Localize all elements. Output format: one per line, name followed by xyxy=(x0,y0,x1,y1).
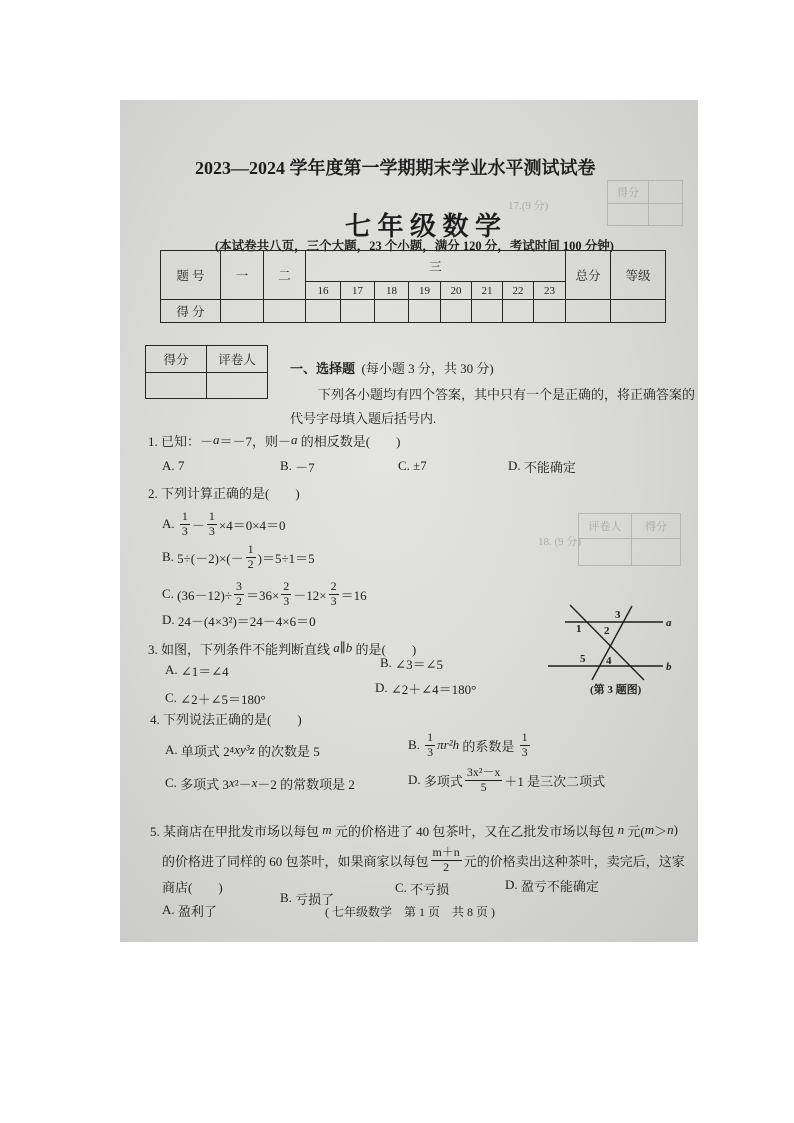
fraction xyxy=(180,510,190,537)
text-run: 5÷(－2)×(－ xyxy=(177,550,244,566)
section-3-header: 三 xyxy=(306,251,566,282)
option-label: D. xyxy=(508,458,524,473)
math-variable: b xyxy=(345,640,353,655)
option-content xyxy=(424,766,605,793)
text-run: 商店( ) xyxy=(162,879,223,895)
bleed-through-grader-label: 评卷人 xyxy=(579,514,632,539)
bleed-through-grader-box xyxy=(578,513,681,566)
math-variable: a xyxy=(213,432,220,447)
fraction xyxy=(520,731,530,758)
text-run: ＞ xyxy=(654,823,668,839)
section-1-header: 一 xyxy=(221,251,264,300)
text-run: 不能确定 xyxy=(523,459,576,475)
text-run: 1. 已知：－ xyxy=(148,433,214,449)
q5-option-d xyxy=(505,868,599,902)
bleed-through-q17: 17.(9 分) xyxy=(508,200,549,212)
text-run: 的系数是 xyxy=(459,738,518,754)
math-variable: m xyxy=(322,822,332,837)
question-number-cell: 20 xyxy=(441,282,472,300)
text-run: ∠2＋∠5＝180° xyxy=(180,691,266,707)
text-run: ∠1＝∠4 xyxy=(180,663,229,679)
text-run: 5. 某商店在甲批发市场以每包 xyxy=(150,823,323,839)
q4-stem xyxy=(150,701,302,735)
option-label: D. xyxy=(162,612,178,627)
text-run: 盈亏不能确定 xyxy=(520,878,599,894)
option-label: D. xyxy=(375,680,391,695)
option-content xyxy=(178,458,185,474)
option-content xyxy=(395,654,443,673)
transversal-line-2 xyxy=(592,606,632,680)
fraction-denominator: 3 xyxy=(521,744,528,759)
row-header-label: 题 号 xyxy=(161,251,221,300)
text-run: ∠3＝∠5 xyxy=(395,656,443,672)
score-cell xyxy=(409,300,441,323)
fraction-denominator: 3 xyxy=(427,744,434,759)
fraction-numerator: 1 xyxy=(521,730,528,745)
option-label: C. xyxy=(395,880,411,895)
option-label: D. xyxy=(408,772,424,787)
question-number-cell: 17 xyxy=(341,282,375,300)
fraction xyxy=(246,543,256,570)
q4-option-c xyxy=(165,766,355,800)
math-variable: xy³z xyxy=(234,742,255,757)
text-run: 的次数是 5 xyxy=(254,743,320,759)
text-run: 7 xyxy=(177,458,185,473)
option-content xyxy=(181,741,320,760)
q3-figure-caption: (第 3 题图) xyxy=(590,684,642,696)
text-run: 的是( ) xyxy=(352,641,417,657)
text-run: 元( xyxy=(624,823,645,839)
score-cell xyxy=(221,300,264,323)
text-run: ∥ xyxy=(339,640,346,655)
q1-option-d xyxy=(508,449,576,483)
section-1-points: (每小题 3 分，共 30 分) xyxy=(355,360,494,376)
score-cell xyxy=(441,300,472,323)
option-content xyxy=(180,774,355,793)
score-cell xyxy=(264,300,306,323)
option-content xyxy=(178,901,217,920)
text-run: －12× xyxy=(293,587,327,603)
option-label: C. xyxy=(165,690,181,705)
fraction-denominator: 2 xyxy=(443,859,450,874)
score-cell xyxy=(503,300,534,323)
q5-option-a xyxy=(162,893,217,927)
question-number-cell: 22 xyxy=(503,282,534,300)
score-cell xyxy=(472,300,503,323)
fraction-numerator: 1 xyxy=(181,509,188,524)
math-variable: n xyxy=(667,822,674,837)
fraction-numerator: 1 xyxy=(427,730,434,745)
text-run: 多项式 xyxy=(423,773,463,789)
text-run: 元的价格卖出这种茶叶，卖完后，这家 xyxy=(463,853,685,869)
text-run: 元的价格进了 40 包茶叶，又在乙批发市场以每包 xyxy=(331,823,618,839)
fraction xyxy=(465,766,502,793)
q1-stem xyxy=(148,423,400,457)
q4-option-b xyxy=(408,728,532,762)
score-cell xyxy=(341,300,375,323)
page-footer: ( 七年级数学 第 1 页 共 8 页 ) xyxy=(325,905,495,919)
score-table xyxy=(160,250,666,323)
option-label: B. xyxy=(380,655,396,670)
q4-option-a xyxy=(165,733,320,767)
option-content xyxy=(413,458,427,474)
option-content xyxy=(410,879,449,898)
option-label: B. xyxy=(280,458,296,473)
text-run: ²－ xyxy=(234,776,252,792)
bleed-through-q18: 18. (9 分) xyxy=(538,536,582,548)
fraction-numerator: 2 xyxy=(330,579,337,594)
text-run: 单项式 2⁴ xyxy=(180,743,235,759)
option-content xyxy=(178,510,286,537)
option-content xyxy=(178,611,316,630)
option-content xyxy=(181,661,229,680)
line-a-label: a xyxy=(666,617,672,629)
question-number-cell: 23 xyxy=(534,282,566,300)
bleed-through-score-label: 得分 xyxy=(608,181,649,204)
text-run: 不亏损 xyxy=(410,881,450,897)
fraction-denominator: 3 xyxy=(283,593,290,608)
option-label: B. xyxy=(280,890,296,905)
fraction xyxy=(329,580,339,607)
option-content xyxy=(423,731,531,758)
score-cell xyxy=(375,300,409,323)
score-cell xyxy=(611,300,666,323)
text-run: －7 xyxy=(295,459,315,475)
q5-stem-line-1 xyxy=(150,813,678,847)
fraction-denominator: 3 xyxy=(208,523,215,538)
q2-option-a xyxy=(162,507,286,541)
option-label: C. xyxy=(398,458,414,473)
grader-box xyxy=(145,345,268,399)
math-variable: a xyxy=(291,432,298,447)
score-cell xyxy=(306,300,341,323)
question-number-cell: 19 xyxy=(409,282,441,300)
q2-stem xyxy=(148,475,300,509)
text-run: 亏损了 xyxy=(295,891,335,907)
math-variable: a xyxy=(333,640,340,655)
angle-2-label: 2 xyxy=(604,625,610,637)
text-run: 盈利了 xyxy=(177,903,217,919)
math-variable: x xyxy=(228,775,235,790)
option-label: B. xyxy=(408,737,424,752)
fraction-denominator: 3 xyxy=(330,593,337,608)
option-label: A. xyxy=(162,902,178,917)
section-2-header: 二 xyxy=(264,251,306,300)
math-variable: x xyxy=(251,775,258,790)
bleed-through-score-box xyxy=(607,180,683,226)
text-run: ±7 xyxy=(413,458,427,473)
q1-option-c xyxy=(398,449,427,483)
text-run: ＝－7，则－ xyxy=(219,433,292,449)
text-run: ＝36× xyxy=(245,587,280,603)
score-cell xyxy=(534,300,566,323)
text-run: )＝5÷1＝5 xyxy=(257,550,315,566)
fraction-numerator: m＋n xyxy=(432,845,460,860)
q2-option-b xyxy=(162,540,315,574)
text-run: 3. 如图，下列条件不能判断直线 xyxy=(148,641,334,657)
grade-header: 等级 xyxy=(611,251,666,300)
q5-option-c xyxy=(395,871,449,905)
option-content xyxy=(521,876,599,895)
text-run: (36－12)÷ xyxy=(177,587,232,603)
q3-figure xyxy=(540,600,675,682)
fraction-numerator: 3x²－x xyxy=(466,765,501,780)
grader-score-cell xyxy=(146,373,207,399)
line-b-label: b xyxy=(666,661,672,673)
grader-score-label: 得分 xyxy=(146,346,207,373)
option-label: A. xyxy=(162,458,178,473)
section-1-instruction-line-1: 下列各小题均有四个答案，其中只有一个是正确的，将正确答案的 xyxy=(318,386,696,402)
q3-option-d xyxy=(375,671,476,705)
text-run: ×4＝0×4＝0 xyxy=(218,517,286,533)
fraction-numerator: 2 xyxy=(283,579,290,594)
text-run: －2 的常数项是 2 xyxy=(257,776,355,792)
row-score-label: 得 分 xyxy=(161,300,221,323)
fraction-numerator: 1 xyxy=(208,509,215,524)
text-run: 的价格进了同样的 60 包茶叶，如果商家以每包 xyxy=(162,853,429,869)
math-variable: m xyxy=(644,822,655,837)
section-1-title: 一、选择题 xyxy=(290,360,356,376)
score-cell xyxy=(566,300,611,323)
text-run: ) xyxy=(673,822,679,837)
fraction-denominator: 2 xyxy=(235,593,242,608)
fraction-numerator: 1 xyxy=(247,542,254,557)
q4-option-d xyxy=(408,763,605,797)
text-run: － xyxy=(191,517,205,533)
option-label: A. xyxy=(165,742,181,757)
fraction-denominator: 5 xyxy=(480,779,487,794)
option-label: C. xyxy=(165,775,181,790)
option-label: C. xyxy=(162,586,178,601)
text-run: 多项式 3 xyxy=(180,776,229,792)
fraction xyxy=(425,731,435,758)
option-label: D. xyxy=(505,877,521,892)
text-run: ＝16 xyxy=(340,587,367,603)
transversal-line-1 xyxy=(570,605,644,680)
text-run: ＋1 是三次二项式 xyxy=(504,773,606,789)
option-label: A. xyxy=(165,662,181,677)
text-run: 4. 下列说法正确的是( ) xyxy=(150,711,302,727)
math-variable: n xyxy=(617,822,625,837)
section-1-instruction-line-2: 代号字母填入题后括号内. xyxy=(290,410,437,426)
fraction-denominator: 2 xyxy=(247,556,254,571)
option-content xyxy=(177,543,314,570)
total-header: 总分 xyxy=(566,251,611,300)
fraction xyxy=(431,846,462,873)
grader-name-label: 评卷人 xyxy=(207,346,268,373)
option-content xyxy=(391,679,476,698)
exam-note: (本试卷共八页，三个大题，23 个小题，满分 120 分，考试时间 100 分钟) xyxy=(215,239,614,253)
fraction xyxy=(207,510,217,537)
text-run: 的相反数是( ) xyxy=(297,433,401,449)
question-number-cell: 21 xyxy=(472,282,503,300)
text-run: 24－(4×3²)＝24－4×6＝0 xyxy=(177,613,316,629)
angle-1-label: 1 xyxy=(576,623,582,635)
option-content xyxy=(524,457,576,476)
math-variable: πr²h xyxy=(437,737,460,752)
text-run: 2. 下列计算正确的是( ) xyxy=(148,485,300,501)
option-label: B. xyxy=(162,549,178,564)
fraction-denominator: 3 xyxy=(181,523,188,538)
exam-title: 2023—2024 学年度第一学期期末学业水平测试试卷 xyxy=(195,158,596,178)
bleed-through-score-label: 得分 xyxy=(632,514,681,539)
subject-title: 七 年 级 数 学 xyxy=(345,212,502,241)
fraction-numerator: 3 xyxy=(235,579,242,594)
option-label: A. xyxy=(162,516,178,531)
angle-4-label: 4 xyxy=(606,655,612,667)
option-content xyxy=(295,457,315,476)
question-number-cell: 16 xyxy=(306,282,341,300)
grader-name-cell xyxy=(207,373,268,399)
angle-3-label: 3 xyxy=(615,609,621,621)
text-run: ∠2＋∠4＝180° xyxy=(390,681,477,697)
question-number-cell: 18 xyxy=(375,282,409,300)
angle-5-label: 5 xyxy=(580,653,586,665)
